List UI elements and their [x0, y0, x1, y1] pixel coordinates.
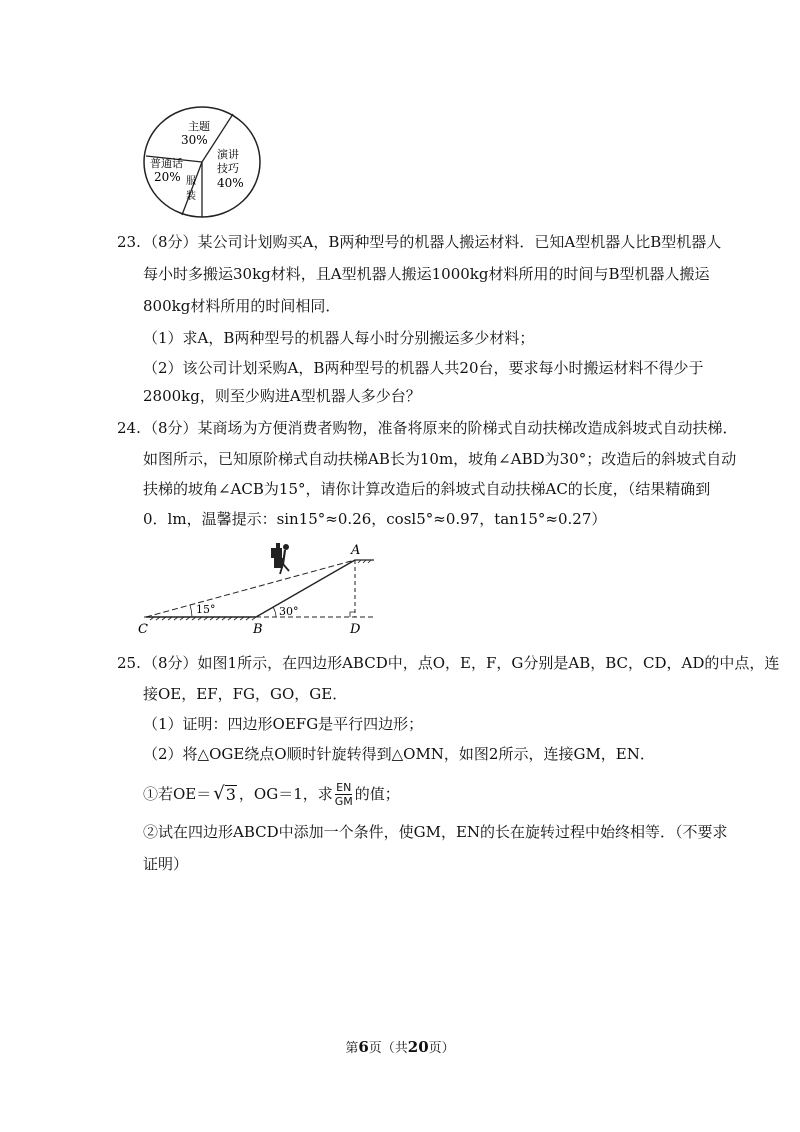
label-b: B: [253, 622, 263, 637]
person-with-boxes-icon: [271, 543, 289, 574]
slice-label-speech-l1: 演讲: [217, 148, 239, 161]
escalator-figure: [134, 540, 384, 638]
q25-number: 25.: [117, 654, 141, 672]
label-angle-15: 15°: [196, 603, 216, 616]
footer-mid: 页（共: [368, 1041, 408, 1056]
slice-percent-topic: 30%: [181, 133, 208, 147]
q23-line2: 每小时多搬运30kg材料，且A型机器人搬运1000kg材料所用的时间与B型机器人搬运: [143, 265, 710, 283]
slice-label-mandarin: 普通话: [150, 157, 183, 170]
slice-label-topic: 主题: [188, 120, 210, 133]
label-a: A: [351, 543, 361, 558]
sqrt-expression: √ 3: [213, 783, 236, 804]
q24-line4: 0．lm，温馨提示：sin15°≈0.26，cosl5°≈0.97，tan15°≈0.27）: [143, 510, 607, 528]
q23-part2-line1: （2）该公司计划采购A，B两种型号的机器人共20台，要求每小时搬运材料不得少于: [143, 359, 704, 377]
slice-label-speech-l2: 技巧: [217, 162, 239, 175]
footer-total-pages: 20: [407, 1038, 429, 1056]
pie-chart: [140, 104, 265, 220]
q25-sub1-pre: ①若OE＝: [143, 785, 212, 803]
q24-number: 24.: [117, 419, 141, 437]
q24-line3: 扶梯的坡角∠ACB为15°，请你计算改造后的斜坡式自动扶梯AC的长度，（结果精确到: [143, 480, 711, 498]
slice-percent-mandarin: 20%: [154, 170, 181, 184]
slice-percent-speech: 40%: [217, 176, 244, 190]
q23-line1: （8分）某公司计划购买A，B两种型号的机器人搬运材料．已知A型机器人比B型机器人: [143, 233, 722, 251]
fraction-denominator: GM: [334, 794, 353, 808]
q24-line2: 如图所示，已知原阶梯式自动扶梯AB长为10m，坡角∠ABD为30°；改造后的斜坡式自动: [143, 450, 737, 468]
pie-divider: [182, 162, 202, 215]
q24-line1: （8分）某商场为方便消费者购物，准备将原来的阶梯式自动扶梯改造成斜坡式自动扶梯．: [143, 419, 738, 437]
fraction: [335, 781, 353, 808]
q25-part2: （2）将△OGE绕点O顺时针旋转得到△OMN，如图2所示，连接GM，EN．: [143, 745, 655, 763]
sqrt-radicand: 3: [225, 785, 236, 804]
slice-label-clothing-l1: 服: [186, 176, 196, 187]
q25-part1: （1）证明：四边形OEFG是平行四边形；: [143, 715, 424, 733]
q23-part2-line2: 2800kg，则至少购进A型机器人多少台？: [143, 387, 421, 405]
q25-line1: （8分）如图1所示，在四边形ABCD中，点O，E，F，G分别是AB，BC，CD，AD的中点，连: [143, 654, 780, 672]
q23-number: 23.: [117, 233, 141, 251]
page-footer: [0, 1037, 800, 1056]
label-angle-30: 30°: [279, 605, 299, 618]
slice-label-clothing-l2: 装: [186, 191, 196, 202]
label-d: D: [350, 622, 361, 637]
q25-sub1-post: 的值；: [354, 785, 400, 803]
footer-prefix: 第: [345, 1041, 359, 1056]
q25-sub2-line1: ②试在四边形ABCD中添加一个条件，使GM，EN的长在旋转过程中始终相等．（不要求: [143, 823, 728, 841]
label-c: C: [138, 622, 148, 637]
fraction-numerator: EN: [336, 780, 352, 794]
footer-suffix: 页）: [428, 1041, 455, 1056]
q25-sub1-mid: ，OG＝1，求: [238, 785, 333, 803]
footer-page-number: 6: [358, 1038, 369, 1056]
q25-line2: 接OE，EF，FG，GO，GE．: [143, 685, 348, 703]
q25-sub2-line2: 证明）: [143, 855, 189, 873]
q25-sub1: [143, 778, 400, 810]
q23-line3: 800kg材料所用的时间相同．: [143, 297, 341, 315]
q23-part1: （1）求A，B两种型号的机器人每小时分别搬运多少材料；: [143, 329, 535, 347]
